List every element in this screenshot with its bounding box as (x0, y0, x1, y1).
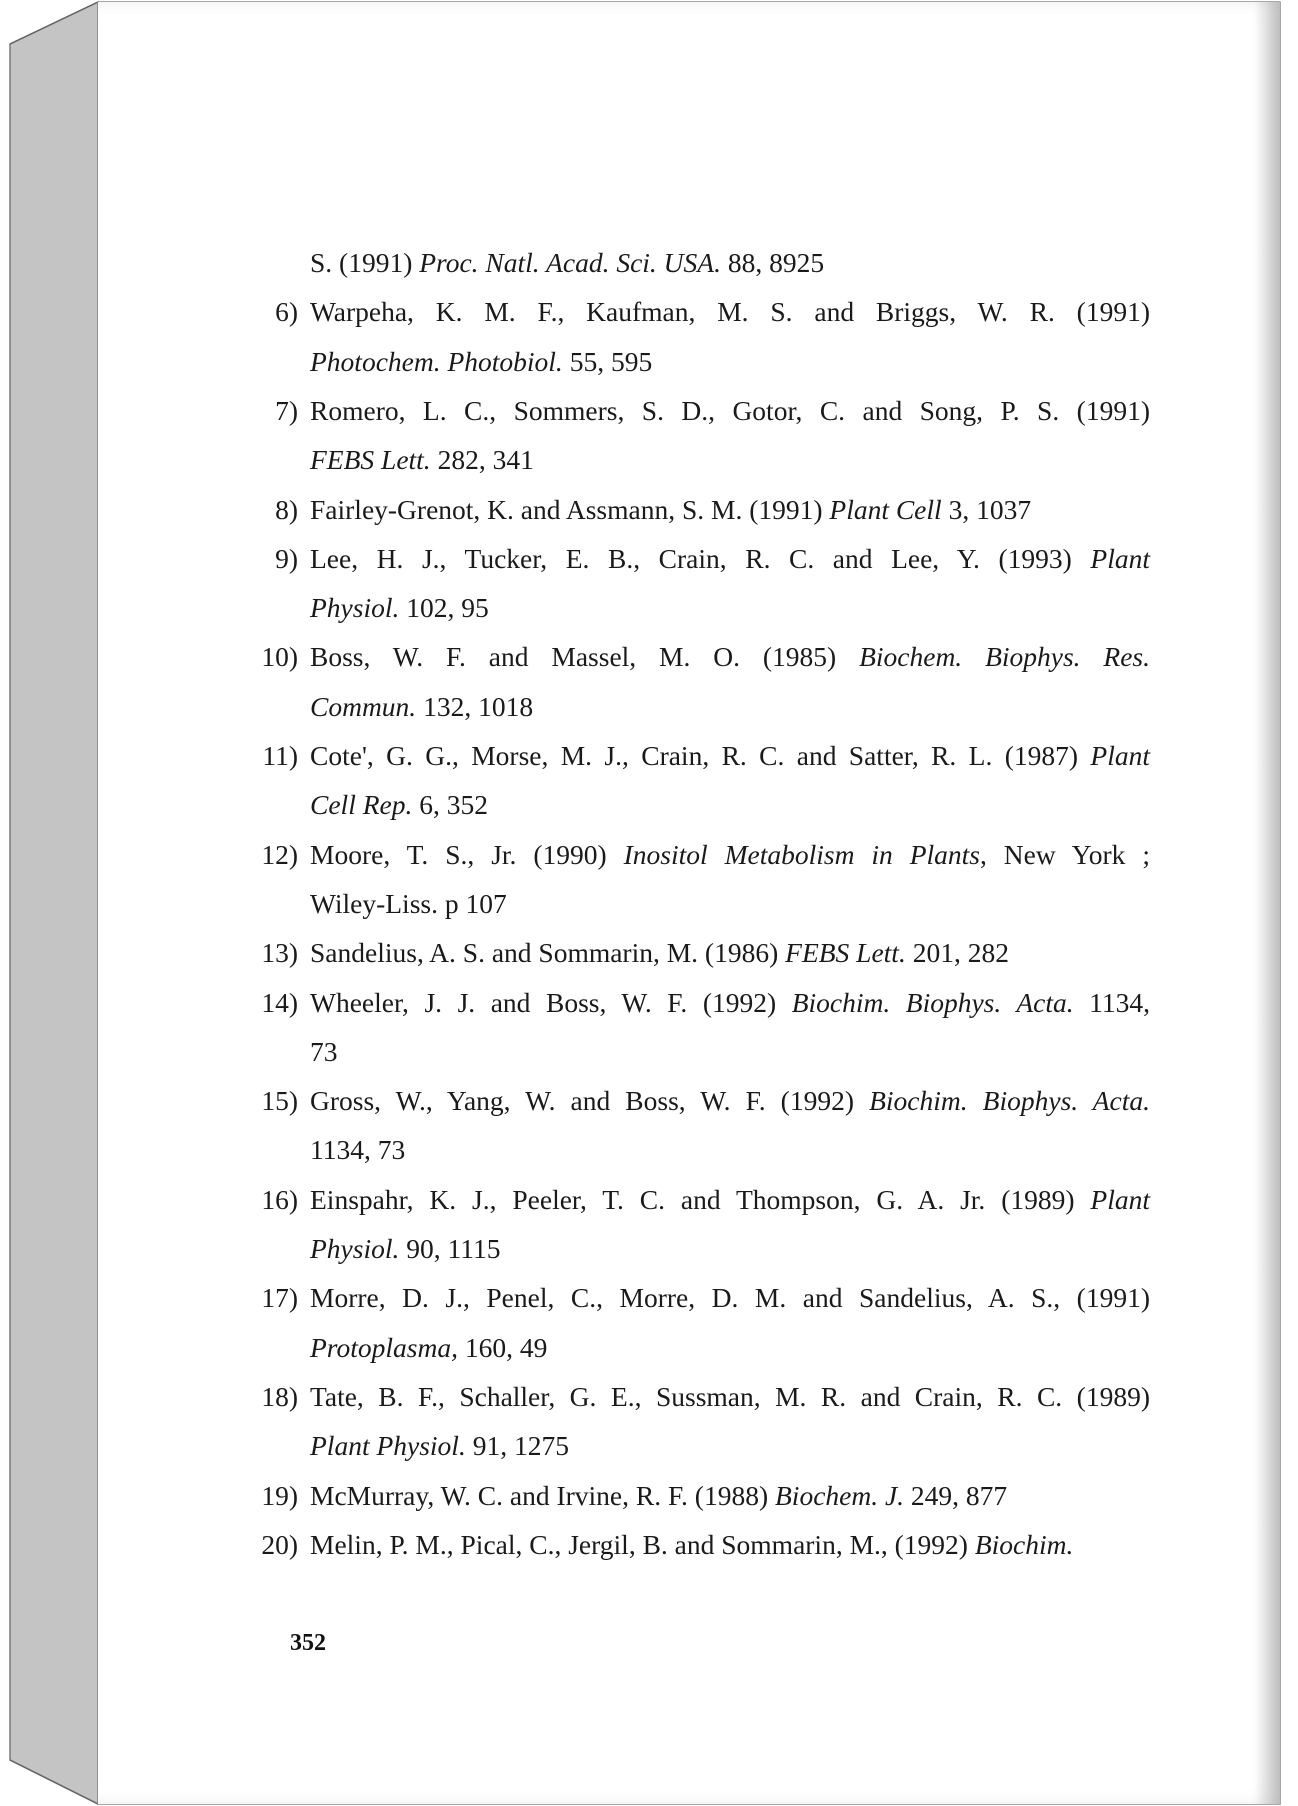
reference-line (310, 443, 534, 477)
reference-line (310, 1380, 1150, 1414)
reference-line (310, 394, 1150, 428)
reference-text: 102, 95 (399, 592, 489, 624)
reference-text: Melin, P. M., Pical, C., Jergil, B. and Sommarin, M., (1992) (310, 1528, 975, 1560)
reference-text: 55, 595 (562, 345, 653, 377)
reference-journal: Plant (1090, 740, 1150, 771)
reference-journal: Plant (1090, 542, 1150, 574)
reference-text: 201, 282 (905, 937, 1009, 969)
reference-text: Gross, W., Yang, W. and Boss, W. F. (1992) (310, 1085, 870, 1117)
reference-line (310, 1331, 547, 1365)
reference-text: Cote', G. G., Morse, M. J., Crain, R. C. and Satter, R. L. (1987) (310, 740, 1091, 771)
reference-line (310, 1429, 569, 1463)
reference-journal: FEBS Lett. (310, 444, 431, 476)
reference-line (310, 1035, 338, 1069)
reference-text: 90, 1115 (399, 1233, 501, 1264)
reference-line (310, 739, 1150, 773)
reference-line (310, 838, 1150, 872)
reference-number: 9) (275, 542, 298, 574)
reference-line (310, 542, 1150, 576)
reference-number: 8) (275, 493, 298, 525)
reference-line (310, 246, 824, 280)
reference-text: Wheeler, J. J. and Boss, W. F. (1992) (310, 986, 792, 1018)
reference-number: 17) (261, 1282, 298, 1314)
reference-number: 16) (261, 1183, 298, 1215)
reference-journal: Protoplasma, (310, 1331, 458, 1363)
reference-number: 6) (275, 296, 298, 328)
reference-line (310, 295, 1150, 329)
reference-journal: Biochim. (974, 1528, 1074, 1560)
reference-journal: Plant (1090, 1183, 1150, 1215)
page-edge-shadow (1254, 2, 1280, 1804)
reference-text: Warpeha, K. M. F., Kaufman, M. S. and Briggs, W. R. (1991) (310, 296, 1150, 328)
reference-line (310, 345, 652, 379)
reference-line (310, 1479, 1007, 1513)
reference-text: 3, 1037 (941, 493, 1032, 525)
reference-text: Romero, L. C., Sommers, S. D., Gotor, C. and Song, P. S. (1991) (310, 394, 1150, 426)
reference-line (310, 887, 507, 921)
reference-line (310, 1232, 500, 1266)
reference-list (98, 2, 1280, 1804)
reference-text: Lee, H. J., Tucker, E. B., Crain, R. C. and Lee, Y. (1993) (310, 542, 1091, 574)
reference-number: 11) (262, 740, 298, 771)
reference-journal: Commun. (310, 690, 417, 722)
reference-number: 20) (261, 1528, 298, 1560)
reference-text: Boss, W. F. and Massel, M. O. (1985) (310, 641, 860, 673)
reference-journal: Proc. Natl. Acad. Sci. USA. (419, 247, 721, 278)
reference-text: 91, 1275 (465, 1430, 569, 1462)
reference-line (310, 1084, 1150, 1118)
reference-journal: Plant Physiol. (310, 1430, 466, 1462)
reference-line (310, 1183, 1150, 1217)
reference-line (310, 986, 1150, 1020)
reference-number: 7) (275, 394, 298, 426)
reference-number: 18) (261, 1380, 298, 1412)
reference-text: 88, 8925 (720, 247, 825, 278)
reference-text: 73 (310, 1035, 338, 1067)
reference-number: 10) (261, 641, 298, 673)
reference-text: Sandelius, A. S. and Sommarin, M. (1986) (310, 937, 786, 969)
reference-text: Fairley-Grenot, K. and Assmann, S. M. (1991) (310, 493, 830, 525)
reference-line (310, 690, 533, 724)
reference-journal: Cell Rep. (310, 789, 413, 821)
reference-number: 14) (261, 986, 298, 1018)
spine-face (10, 2, 98, 1804)
reference-journal: Biochim. Biophys. Acta. (791, 986, 1074, 1018)
reference-line (310, 591, 489, 625)
reference-number: 15) (261, 1085, 298, 1117)
reference-number: 19) (261, 1479, 298, 1511)
reference-text: 282, 341 (430, 444, 534, 476)
reference-text: 132, 1018 (416, 690, 534, 722)
reference-line (310, 1133, 405, 1167)
reference-journal: Photochem. Photobiol. (310, 345, 563, 377)
page-number: 352 (290, 1630, 326, 1656)
reference-line (310, 493, 1031, 527)
reference-text: Einspahr, K. J., Peeler, T. C. and Thompson, G. A. Jr. (1989) (310, 1183, 1091, 1215)
reference-line (310, 1528, 1073, 1562)
reference-text: Wiley-Liss. p 107 (310, 887, 507, 919)
reference-text: 1134, 73 (310, 1134, 406, 1166)
document-page (98, 2, 1280, 1804)
reference-journal: Biochim. Biophys. Acta. (869, 1085, 1150, 1117)
reference-text: Moore, T. S., Jr. (1990) (310, 838, 624, 870)
reference-text: 1134, (1073, 986, 1151, 1018)
reference-line (310, 640, 1150, 674)
reference-text: McMurray, W. C. and Irvine, R. F. (1988) (310, 1479, 775, 1511)
reference-journal: Biochem. Biophys. Res. (859, 641, 1150, 673)
reference-journal: Physiol. (310, 1233, 400, 1264)
reference-text: 6, 352 (412, 789, 488, 821)
reference-text: , New York ; (979, 838, 1150, 870)
reference-journal: Plant Cell (829, 493, 942, 525)
reference-text: S. (1991) (310, 247, 420, 278)
reference-journal: Biochem. J. (775, 1479, 905, 1511)
reference-text: Tate, B. F., Schaller, G. E., Sussman, M. R. and Crain, R. C. (1989) (310, 1380, 1150, 1412)
reference-line (310, 1281, 1150, 1315)
reference-text: Morre, D. J., Penel, C., Morre, D. M. and Sandelius, A. S., (1991) (310, 1282, 1150, 1314)
reference-journal: FEBS Lett. (785, 937, 906, 969)
reference-journal: Inositol Metabolism in Plants (623, 838, 980, 870)
reference-text: 160, 49 (457, 1331, 548, 1363)
reference-number: 13) (261, 937, 298, 969)
reference-line (310, 788, 488, 822)
reference-line (310, 936, 1009, 970)
reference-number: 12) (261, 838, 298, 870)
reference-journal: Physiol. (310, 592, 400, 624)
reference-text: 249, 877 (904, 1479, 1008, 1511)
